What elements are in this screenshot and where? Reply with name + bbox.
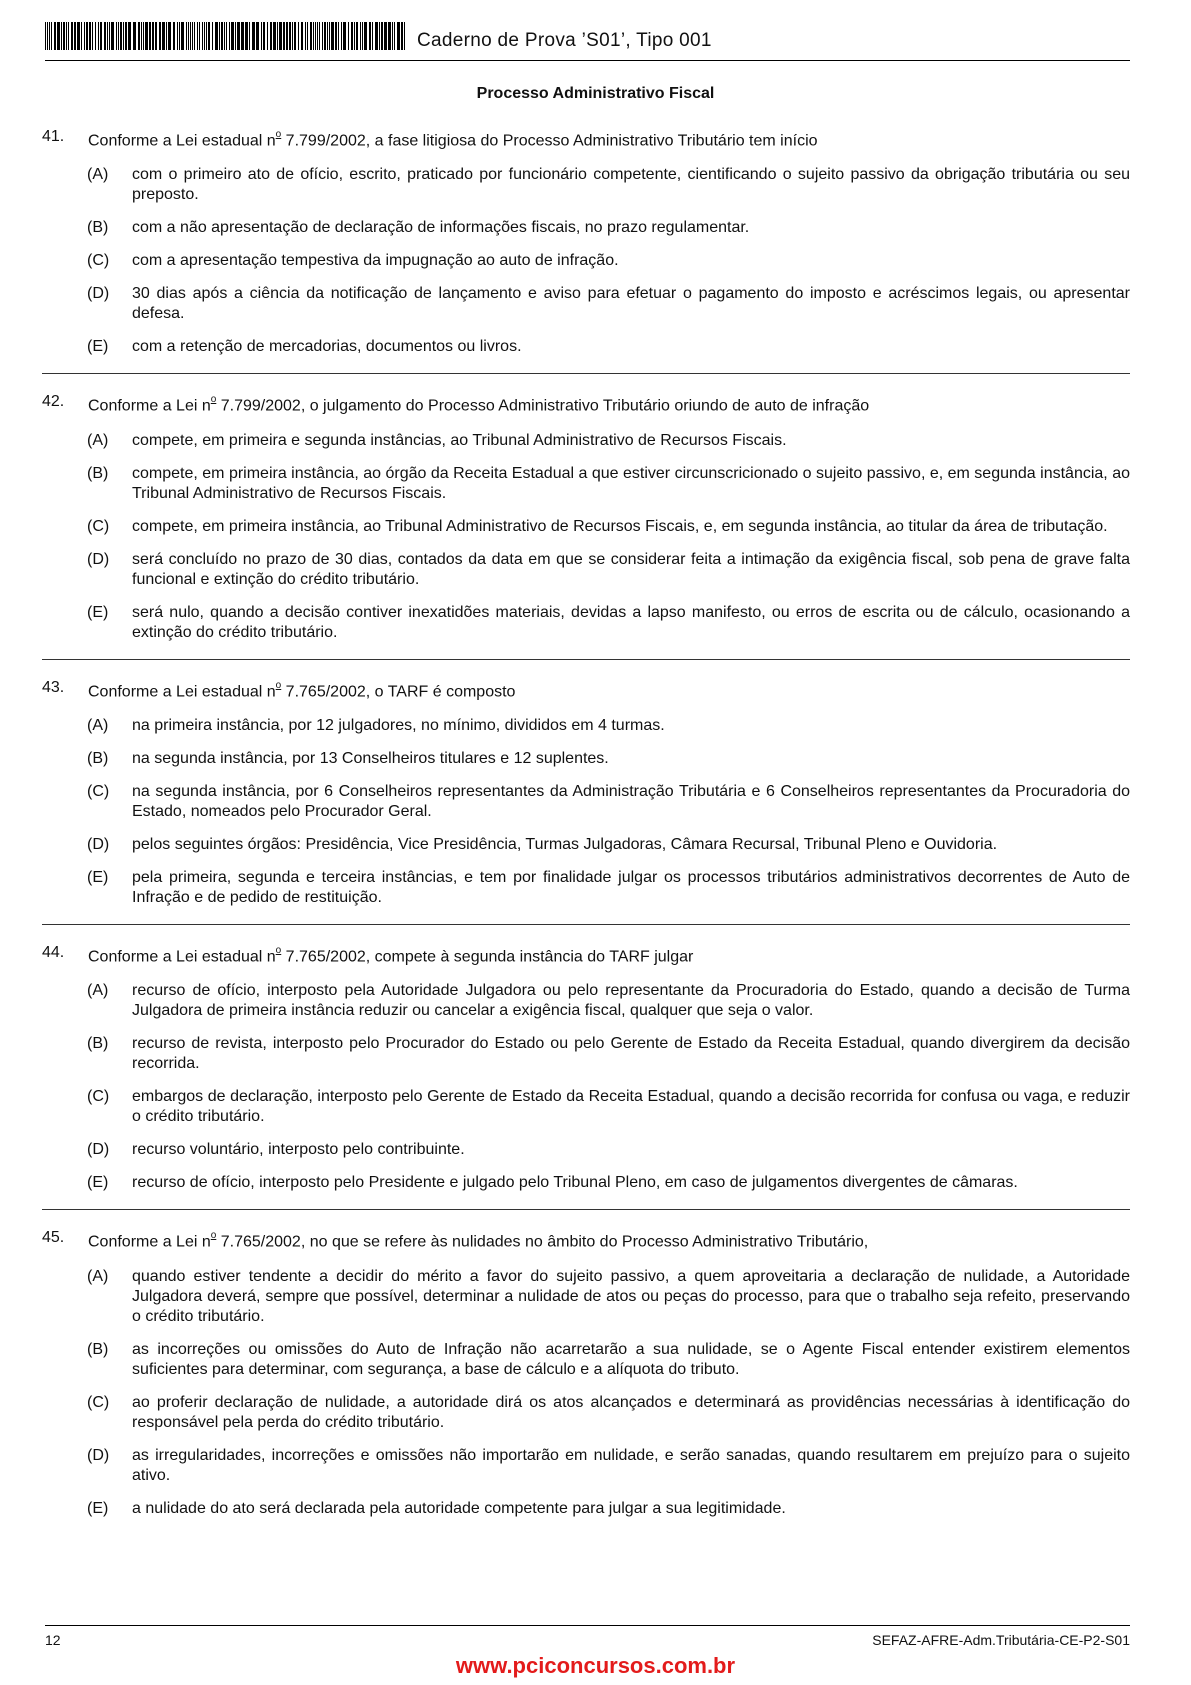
option-letter: (C) [87, 1088, 110, 1106]
question-text [88, 392, 1130, 416]
option-b [87, 749, 1130, 769]
question-45 [42, 1228, 1130, 1518]
question-divider [42, 373, 1130, 374]
option-a [87, 1267, 1130, 1327]
option-letter: (D) [87, 285, 110, 303]
ordinal-indicator: o [275, 679, 282, 691]
option-d [87, 1446, 1130, 1486]
page-header [45, 18, 1130, 61]
option-text: compete, em primeira instância, ao Tribunal Administrativo de Recursos Fiscais, e, em segunda instância, ao titular da área de tributação. [132, 517, 1108, 535]
option-text: será concluído no prazo de 30 dias, contados da data em que se considerar feita a intimação da exigência fiscal, sob pena de grave falta funcional e extinção do crédito tributário. [132, 550, 1130, 588]
option-text: com a não apresentação de declaração de informações fiscais, no prazo regulamentar. [132, 219, 750, 237]
option-a [87, 981, 1130, 1021]
option-text: 30 dias após a ciência da notificação de lançamento e aviso para efetuar o pagamento do imposto e acréscimos legais, ou apresentar defesa. [132, 285, 1130, 323]
option-letter: (E) [87, 338, 109, 356]
question-stem [42, 392, 1130, 416]
option-letter: (B) [87, 1340, 109, 1358]
option-e [87, 337, 1130, 357]
option-e [87, 868, 1130, 908]
option-text: na primeira instância, por 12 julgadores, no mínimo, divididos em 4 turmas. [132, 716, 665, 734]
question-43 [42, 678, 1130, 908]
option-text: pela primeira, segunda e terceira instâncias, e tem por finalidade julgar os processos tributários administrativos decorrentes de Auto de Infração e de pedido de restituição. [132, 868, 1130, 906]
question-number: 42. [42, 393, 65, 411]
option-letter: (B) [87, 749, 109, 767]
question-text-pre: Conforme a Lei estadual n [88, 132, 276, 150]
option-text: com a retenção de mercadorias, documentos ou livros. [132, 338, 522, 356]
option-letter: (D) [87, 1141, 110, 1159]
option-letter: (E) [87, 1499, 109, 1517]
option-text: compete, em primeira instância, ao órgão da Receita Estadual a que estiver circunscricionado o sujeito passivo, e, em segunda instância, ao Tribunal Administrativo de Recursos Fiscais. [132, 464, 1130, 502]
option-letter: (E) [87, 603, 109, 621]
page-number: 12 [45, 1632, 61, 1648]
question-text [88, 127, 1130, 151]
option-d [87, 550, 1130, 590]
option-text: ao proferir declaração de nulidade, a autoridade dirá os atos alcançados e determinará as providências necessárias à identificação do responsável pela perda do crédito tributário. [132, 1393, 1130, 1431]
question-text [88, 678, 1130, 702]
option-a [87, 431, 1130, 451]
option-text: recurso de ofício, interposto pela Autoridade Julgadora ou pelo representante da Procuradoria do Estado, quando a decisão de Turma Julgadora de primeira instância reduzir ou cancelar a exigência fiscal, qualquer que seja o valor. [132, 982, 1130, 1020]
option-letter: (D) [87, 550, 110, 568]
option-a [87, 716, 1130, 736]
option-letter: (C) [87, 252, 110, 270]
option-letter: (A) [87, 716, 109, 734]
option-letter: (A) [87, 1267, 109, 1285]
ordinal-indicator: o [210, 394, 217, 406]
option-text: recurso de revista, interposto pelo Procurador do Estado ou pelo Gerente de Estado da Receita Estadual, quando divergirem da decisão recorrida. [132, 1035, 1130, 1073]
question-stem [42, 127, 1130, 151]
option-letter: (D) [87, 835, 110, 853]
option-letter: (B) [87, 1035, 109, 1053]
option-b [87, 1340, 1130, 1380]
option-letter: (A) [87, 431, 109, 449]
option-b [87, 464, 1130, 504]
option-text: as incorreções ou omissões do Auto de Infração não acarretarão a sua nulidade, se o Agente Fiscal entender existirem elementos suficientes para determinar, com segurança, a base de cálculo e a alíquota do tributo. [132, 1340, 1130, 1378]
question-list [42, 127, 1130, 1532]
question-number: 45. [42, 1229, 65, 1247]
question-text-post: 7.765/2002, o TARF é composto [281, 682, 516, 700]
question-text-post: 7.799/2002, a fase litigiosa do Processo Administrativo Tributário tem início [281, 132, 818, 150]
option-c [87, 251, 1130, 271]
option-c [87, 517, 1130, 537]
barcode-icon [45, 22, 405, 50]
option-list [87, 165, 1130, 357]
option-text: recurso voluntário, interposto pelo contribuinte. [132, 1141, 465, 1159]
section-title: Processo Administrativo Fiscal [476, 85, 715, 102]
question-stem [42, 1228, 1130, 1252]
option-list [87, 431, 1130, 643]
option-letter: (A) [87, 166, 109, 184]
question-text-post: 7.765/2002, compete à segunda instância do TARF julgar [281, 948, 694, 966]
option-letter: (E) [87, 868, 109, 886]
question-number: 44. [42, 943, 65, 961]
question-divider [42, 659, 1130, 660]
question-number: 41. [42, 128, 65, 145]
option-e [87, 603, 1130, 643]
option-c [87, 782, 1130, 822]
option-b [87, 218, 1130, 238]
option-letter: (B) [87, 464, 109, 482]
option-text: na segunda instância, por 6 Conselheiros representantes da Administração Tributária e 6 Conselheiros representantes da Procuradoria do Estado, nomeados pelo Procurador Geral. [132, 782, 1130, 820]
option-list [87, 1267, 1130, 1519]
option-c [87, 1393, 1130, 1433]
question-text-pre: Conforme a Lei estadual n [88, 948, 276, 966]
option-text: quando estiver tendente a decidir do mérito a favor do sujeito passivo, a quem aproveitaria a declaração de nulidade, a Autoridade Julgadora deverá, sempre que possível, determinar a nulidade de atos ou peças do processo, para que o trabalho seja refeito, preservando o crédito tributário. [132, 1267, 1130, 1325]
option-d [87, 1140, 1130, 1160]
option-list [87, 981, 1130, 1193]
option-letter: (E) [87, 1174, 109, 1192]
option-letter: (D) [87, 1446, 110, 1464]
exam-code: SEFAZ-AFRE-Adm.Tributária-CE-P2-S01 [872, 1632, 1130, 1648]
question-text [88, 943, 1130, 967]
ordinal-indicator: o [210, 1230, 217, 1242]
question-text-post: 7.799/2002, o julgamento do Processo Administrativo Tributário oriundo de auto de infração [216, 397, 870, 415]
option-d [87, 835, 1130, 855]
option-text: recurso de ofício, interposto pelo Presidente e julgado pelo Tribunal Pleno, em caso de julgamentos divergentes de câmaras. [132, 1174, 1018, 1192]
option-letter: (C) [87, 1393, 110, 1411]
question-text-pre: Conforme a Lei n [88, 397, 211, 415]
option-letter: (A) [87, 982, 109, 1000]
option-b [87, 1034, 1130, 1074]
option-d [87, 284, 1130, 324]
question-number: 43. [42, 678, 65, 696]
option-text: com a apresentação tempestiva da impugnação ao auto de infração. [132, 252, 619, 270]
option-text: compete, em primeira e segunda instâncias, ao Tribunal Administrativo de Recursos Fiscais. [132, 431, 787, 449]
option-letter: (B) [87, 219, 109, 237]
question-41 [42, 127, 1130, 357]
option-letter: (C) [87, 517, 110, 535]
option-c [87, 1087, 1130, 1127]
page-footer [45, 1625, 1130, 1656]
question-divider [42, 1209, 1130, 1210]
question-text [88, 1228, 1130, 1252]
option-e [87, 1499, 1130, 1519]
question-42 [42, 392, 1130, 642]
header-title: Caderno de Prova ’S01’, Tipo 001 [417, 30, 712, 51]
option-letter: (C) [87, 782, 110, 800]
question-44 [42, 943, 1130, 1193]
option-text: na segunda instância, por 13 Conselheiros titulares e 12 suplentes. [132, 749, 609, 767]
question-stem [42, 943, 1130, 967]
option-text: será nulo, quando a decisão contiver inexatidões materiais, devidas a lapso manifesto, ou erros de escrita ou de cálculo, ocasionando a extinção do crédito tributário. [132, 603, 1130, 641]
question-text-post: 7.765/2002, no que se refere às nulidades no âmbito do Processo Administrativo Tributário, [216, 1233, 869, 1251]
question-text-pre: Conforme a Lei estadual n [88, 682, 276, 700]
site-link[interactable]: www.pciconcursos.com.br [455, 1653, 736, 1678]
option-text: embargos de declaração, interposto pelo Gerente de Estado da Receita Estadual, quando a decisão recorrida for confusa ou vaga, e reduzir o crédito tributário. [132, 1088, 1130, 1126]
question-stem [42, 678, 1130, 702]
option-text: com o primeiro ato de ofício, escrito, praticado por funcionário competente, cientificando o sujeito passivo da obrigação tributária ou seu preposto. [132, 166, 1130, 204]
question-text-pre: Conforme a Lei n [88, 1233, 211, 1251]
option-text: pelos seguintes órgãos: Presidência, Vice Presidência, Turmas Julgadoras, Câmara Recursal, Tribunal Pleno e Ouvidoria. [132, 835, 998, 853]
ordinal-indicator: o [275, 944, 282, 956]
option-list [87, 716, 1130, 908]
option-text: a nulidade do ato será declarada pela autoridade competente para julgar a sua legitimidade. [132, 1499, 786, 1517]
option-a [87, 165, 1130, 205]
option-text: as irregularidades, incorreções e omissões não importarão em nulidade, e serão sanadas, quando resultarem em prejuízo para o sujeito ativo. [132, 1446, 1130, 1484]
ordinal-indicator: o [275, 129, 282, 140]
question-divider [42, 924, 1130, 925]
option-e [87, 1173, 1130, 1193]
